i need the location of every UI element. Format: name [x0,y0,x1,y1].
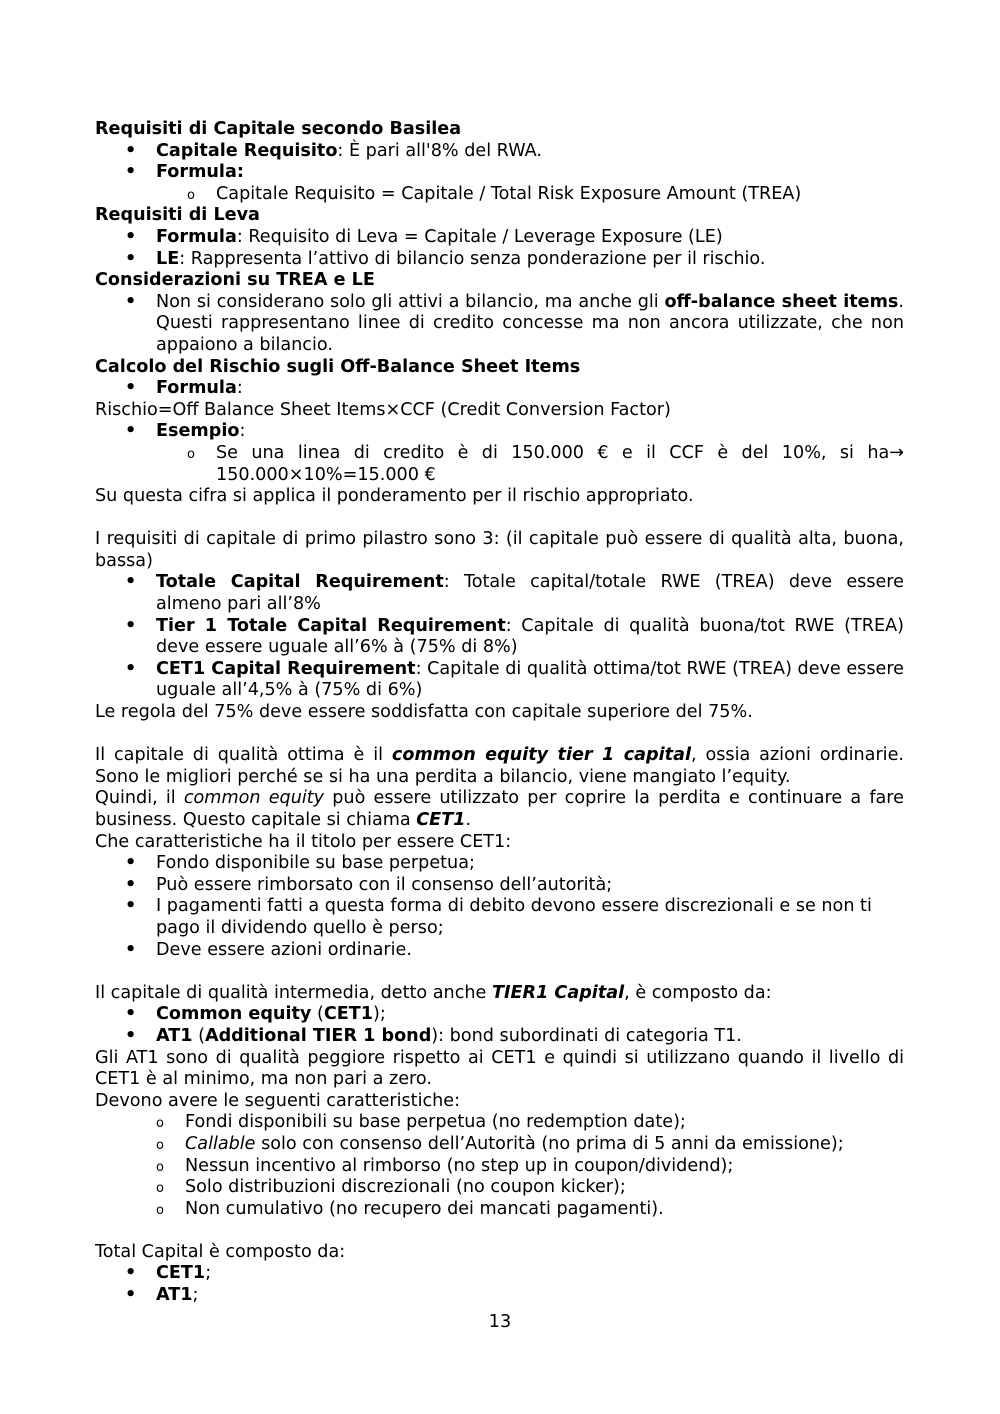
paragraph: Su questa cifra si applica il ponderamento per il rischio appropriato. [95,486,694,507]
list-item: • Totale Capital Requirement: Totale capital/totale RWE (TREA) deve essere almeno pari all’8% [95,572,904,615]
paragraph: Quindi, il common equity può essere utilizzato per coprire la perdita e continuare a fare business. Questo capitale si chiama CET1. [95,788,904,830]
paragraph: Il capitale di qualità intermedia, detto anche TIER1 Capital, è composto da: [95,982,772,1003]
paragraph: Che caratteristiche ha il titolo per essere CET1: [95,831,512,852]
list-leva [95,227,904,270]
list-off-balance [95,378,904,400]
paragraph: Devono avere le seguenti caratteristiche: [95,1090,461,1111]
list-item: • Formula: [95,162,904,184]
list-item: • Capitale Requisito: È pari all'8% del RWA. [95,141,904,163]
list-item: • Formula: [95,378,904,400]
sub-list-item: o Nessun incentivo al rimborso (no step up in coupon/dividend); [95,1156,904,1178]
sub-list-item: o Solo distribuzioni discrezionali (no coupon kicker); [95,1177,904,1199]
list-total-capital [95,1263,904,1306]
list-esempio [95,421,904,486]
blank-line [95,508,904,530]
sub-list-item: o Se una linea di credito è di 150.000 € e il CCF è del 10%, si ha→ 150.000×10%=15.000 € [95,443,904,486]
blank-line [95,724,904,746]
paragraph: Le regola del 75% deve essere soddisfatta con capitale superiore del 75%. [95,702,753,723]
list-item: • Esempio: [95,421,904,443]
list-item: • CET1 Capital Requirement: Capitale di qualità ottima/tot RWE (TREA) deve essere uguale all’4,5% à (75% di 6%) [95,659,904,702]
sub-list-item: o Callable solo con consenso dell’Autorità (no prima di 5 anni da emissione); [95,1134,904,1156]
blank-line [95,1220,904,1242]
heading-leva: Requisiti di Leva [95,205,260,226]
list-item: • Non si considerano solo gli attivi a bilancio, ma anche gli off-balance sheet items. Questi rappresentano linee di credito concesse ma non ancora utilizzate, che non appaiono a bilancio. [95,292,904,357]
blank-line [95,961,904,983]
list-item: • Common equity (CET1); [95,1004,904,1026]
paragraph: Total Capital è composto da: [95,1241,346,1262]
heading-trea-le: Considerazioni su TREA e LE [95,270,375,291]
paragraph: Il capitale di qualità ottima è il common equity tier 1 capital, ossia azioni ordinarie. Sono le migliori perché se si ha una perdita a bilancio, viene mangiato l’equity. [95,745,904,787]
list-item: • Formula: Requisito di Leva = Capitale / Leverage Exposure (LE) [95,227,904,249]
list-item: • AT1; [95,1285,904,1307]
list-item: • Deve essere azioni ordinarie. [95,940,904,962]
list-cet1-characteristics [95,853,904,961]
list-item: • LE: Rappresenta l’attivo di bilancio senza ponderazione per il rischio. [95,249,904,271]
sub-list-item: o Non cumulativo (no recupero dei mancati pagamenti). [95,1199,904,1221]
paragraph: Gli AT1 sono di qualità peggiore rispetto ai CET1 e quindi si utilizzano quando il livello di CET1 è al minimo, ma non pari a zero. [95,1047,904,1090]
page-number: 13 [488,1312,512,1332]
list-item: • I pagamenti fatti a questa forma di debito devono essere discrezionali e se non ti pago il dividendo quello è perso; [95,896,904,939]
list-at1-characteristics [95,1112,904,1220]
list-trea-le [95,292,904,357]
sub-list-item: o Capitale Requisito = Capitale / Total Risk Exposure Amount (TREA) [95,184,904,206]
heading-off-balance: Calcolo del Rischio sugli Off-Balance Sheet Items [95,356,581,377]
formula-line: Rischio=Off Balance Sheet Items×CCF (Credit Conversion Factor) [95,399,671,420]
document-page [95,119,904,1307]
heading-basilea: Requisiti di Capitale secondo Basilea [95,119,462,139]
list-tier1-composition [95,1004,904,1047]
sub-list-item: o Fondi disponibili su base perpetua (no redemption date); [95,1112,904,1134]
list-requirements [95,572,904,702]
list-item: • Tier 1 Totale Capital Requirement: Capitale di qualità buona/tot RWE (TREA) deve essere uguale all’6% à (75% di 8%) [95,616,904,659]
list-item: • CET1; [95,1263,904,1285]
list-item: • Può essere rimborsato con il consenso dell’autorità; [95,875,904,897]
list-basilea [95,141,904,206]
paragraph: I requisiti di capitale di primo pilastro sono 3: (il capitale può essere di qualità alta, buona, bassa) [95,529,904,571]
list-item: • Fondo disponibile su base perpetua; [95,853,904,875]
list-item: • AT1 (Additional TIER 1 bond): bond subordinati di categoria T1. [95,1026,904,1048]
